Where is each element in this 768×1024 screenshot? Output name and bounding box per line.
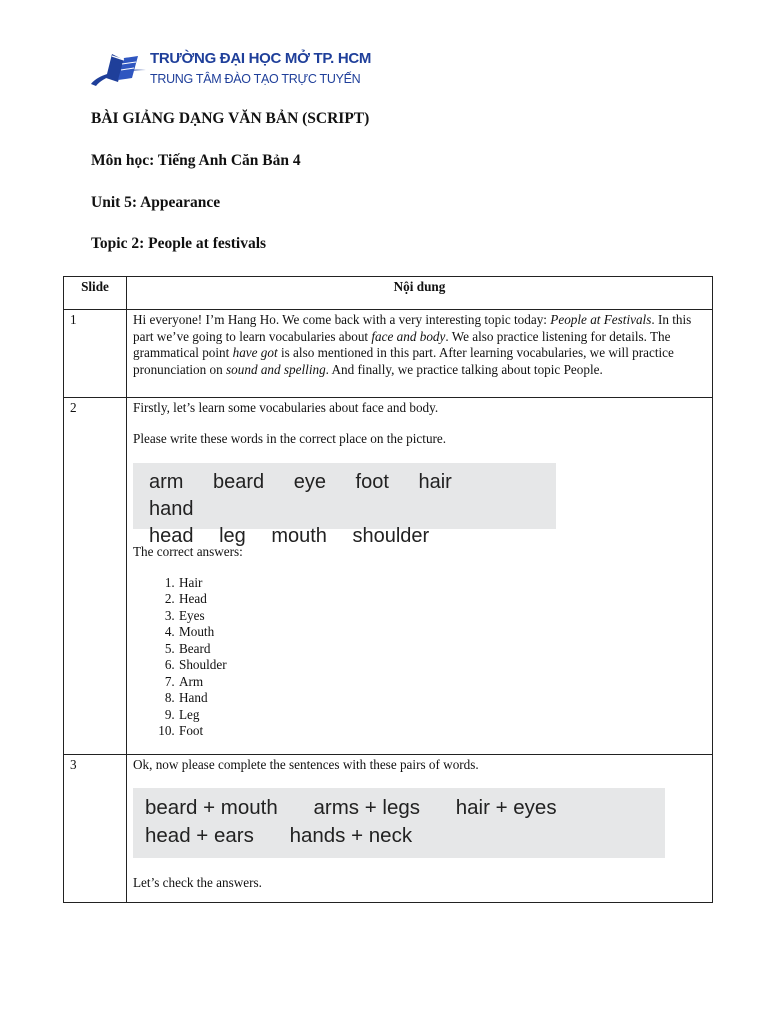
slide-number: 1 — [64, 310, 127, 398]
logo-line-1: TRƯỜNG ĐẠI HỌC MỞ TP. HCM — [150, 50, 372, 67]
vocab-word: beard — [213, 471, 265, 493]
vocab-word: shoulder — [352, 525, 430, 547]
text-segment: . And finally, we practice talking about topic People. — [325, 361, 603, 377]
answers-list — [133, 575, 704, 740]
list-item: 6. Shoulder — [178, 657, 704, 674]
topic-heading: Topic 2: People at festivals — [91, 235, 267, 252]
slide-3-outro: Let’s check the answers. — [133, 874, 262, 890]
list-item: 7. Arm — [178, 674, 704, 691]
word-pair: beard + mouth — [145, 795, 278, 819]
italic-segment: have got — [232, 345, 278, 360]
vocab-word: foot — [355, 471, 389, 493]
vocab-word: leg — [219, 525, 246, 547]
slide-2-content — [127, 398, 713, 755]
vocab-word: arm — [149, 471, 184, 493]
word-pairs-box — [133, 788, 665, 858]
text-segment: is also mentioned in this part. After learning vocabularies, we will practice pronunciation on — [133, 345, 674, 377]
text-segment: . In this part we’ve going to learn vocabularies about — [133, 312, 692, 344]
slide-2-instruction: Please write these words in the correct place on the picture. — [133, 430, 447, 446]
slide-2-intro: Firstly, let’s learn some vocabularies about face and body. — [133, 400, 439, 415]
header-slide: Slide — [64, 277, 127, 310]
slide-1-paragraph — [133, 312, 704, 378]
list-item: 4. Mouth — [178, 624, 704, 641]
header-content: Nội dung — [127, 277, 713, 310]
unit-heading: Unit 5: Appearance — [91, 194, 221, 211]
script-table — [63, 276, 713, 903]
word-pair: hair + eyes — [455, 795, 557, 819]
slide-number: 2 — [64, 398, 127, 755]
list-item: 5. Beard — [178, 641, 704, 658]
italic-segment: face and body — [371, 328, 446, 344]
word-pair: arms + legs — [313, 795, 421, 819]
word-pair: head + ears — [145, 823, 254, 847]
slide-1-content — [127, 310, 713, 398]
list-item: 2. Head — [178, 591, 704, 608]
slide-3-intro: Ok, now please complete the sentences with these pairs of words. — [133, 757, 479, 772]
text-segment: Hi everyone! I’m Hang Ho. We come back with a very interesting topic today: — [133, 312, 551, 327]
vocabulary-word-box — [133, 463, 556, 547]
table-row — [64, 398, 713, 755]
subject-heading: Môn học: Tiếng Anh Căn Bản 4 — [91, 152, 301, 169]
answers-label: The correct answers: — [133, 544, 243, 559]
word-line — [145, 794, 655, 822]
word-line — [145, 822, 655, 850]
list-item: 10. Foot — [178, 723, 704, 740]
italic-segment: People at Festivals — [550, 312, 652, 327]
table-row — [64, 755, 713, 903]
vocab-word: hand — [149, 498, 194, 520]
table-row — [64, 310, 713, 398]
list-item: 3. Eyes — [178, 608, 704, 625]
word-line — [149, 469, 546, 523]
vocab-word: head — [149, 525, 194, 547]
slide-number: 3 — [64, 755, 127, 903]
slide-3-content — [127, 755, 713, 903]
school-logo — [88, 44, 372, 94]
list-item: 9. Leg — [178, 707, 704, 724]
italic-segment: sound and spelling — [226, 361, 326, 377]
list-item: 8. Hand — [178, 690, 704, 707]
vocab-word: hair — [418, 471, 452, 493]
text-segment: . We also practice listening for details. The grammatical point — [133, 328, 671, 360]
vocab-word: mouth — [271, 525, 327, 547]
list-item: 1. Hair — [178, 575, 704, 592]
logo-line-2: TRUNG TÂM ĐÀO TẠO TRỰC TUYẾN — [150, 72, 361, 86]
table-header-row — [64, 277, 713, 310]
word-pair: hands + neck — [289, 823, 413, 847]
vocab-word: eye — [293, 471, 326, 493]
book-swoosh-logo-icon — [88, 48, 148, 92]
document-title: BÀI GIẢNG DẠNG VĂN BẢN (SCRIPT) — [91, 110, 370, 127]
